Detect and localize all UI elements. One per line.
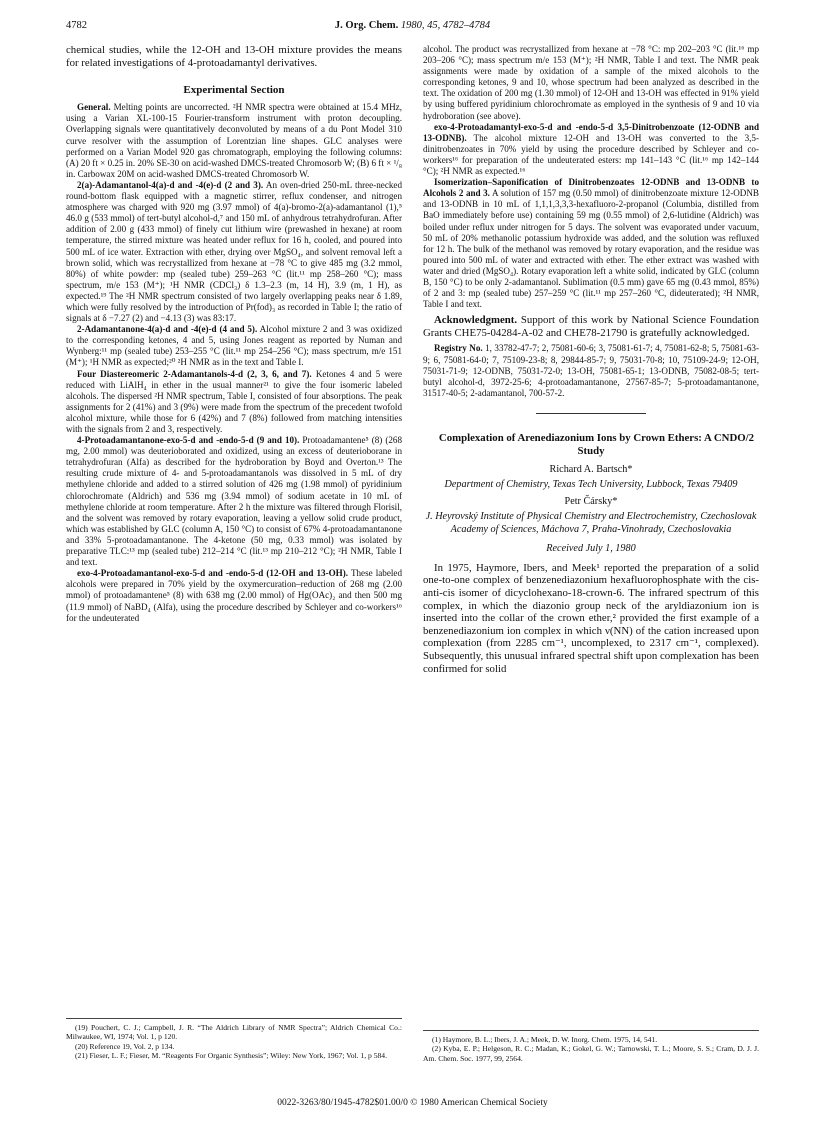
- author-affiliation: Department of Chemistry, Texas Tech University, Lubbock, Texas 79409: [444, 479, 738, 490]
- runin-heading: General.: [77, 102, 111, 113]
- running-header: [66, 20, 759, 34]
- paragraph-diastereomeric: [66, 369, 402, 436]
- runin-heading: 2(a)-Adamantanol-4(a)-d and -4(e)-d (2 and 3).: [77, 179, 264, 190]
- section-title: Experimental Section: [183, 84, 285, 97]
- runin-heading: 2-Adamantanone-4(a)-d and -4(e)-d (4 and 5).: [77, 324, 258, 335]
- paragraph-text: Melting points are uncorrected. ²H NMR spectra were obtained at 15.4 MHz, using a Varian XL-100-15 Fourier-transform instrument with proton decoupling. Overlapping signals were quantitatively deconvoluted by means of a du Pont Model 310 curve resolver with the assumption of Lorentzian line shapes. GLC analyses were performed on a Varian Model 920 gas chromatograph, employing the following columns: (A) 20 ft × 0.25 in. 20% SE-30 on acid-washed DMCS-treated Chromosorb W; (B) 6 ft × ¹/₈ in. Carbowax 20M on acid-washed DMCS-treated Chromosorb W.: [66, 102, 402, 179]
- runin-heading: 4-Protoadamantanone-exo-5-d and -endo-5-d (9 and 10).: [77, 435, 300, 446]
- paragraph-text: Alcohol mixture 2 and 3 was oxidized to the corresponding ketones, 4 and 5, using Jones reagent as reported by Numan and Wynberg:¹¹ mp (sealed tube) 253–255 °C (lit.¹¹ mp 254–256 °C); mass spectrum, m/e 151 (M⁺); ¹H NMR as expected;²⁰ ²H NMR as in the text and Table I.: [66, 324, 402, 368]
- journal-name: J. Org. Chem.: [334, 20, 399, 31]
- paragraph-adamantanone: [66, 324, 402, 368]
- right-column: [423, 44, 759, 675]
- paragraph-adamantanol: [66, 180, 402, 324]
- author-affiliation: J. Heyrovský Institute of Physical Chemistry and Electrochemistry, Czechoslovak Academy of Sciences, Máchova 7, Praha-Vinohrady, Czechoslovakia: [425, 511, 757, 535]
- author-name: Petr Čársky*: [564, 496, 618, 508]
- runin-heading: exo-4-Protoadamantanol-exo-5-d and -endo-5-d (12-OH and 13-OH).: [77, 568, 349, 579]
- paragraph-text: Protoadamantene⁵ (8) (268 mg, 2.00 mmol) was deuterioborated and oxidized, using an excess of deuterioborane in tetrahydrofuran (Alfa) as described for the hydroboration by Boyd and Overton.¹³ The resulting crude mixture of 4- and 5-protoadamantanols was dissolved in 5 mL of dry methylene chloride and added to a stirred solution of 426 mg (1.98 mmol) of pyridinium chlorochromate (Aldrich) and 536 mg (3.94 mmol) of sodium acetate in 10 mL of methylene chloride at room temperature. After 2 h the mixture was filtered through Florisil, and the solvent was removed by rotary evaporation, leaving a yellow solid crude product, which was established by GLC (column A, 150 °C) to consist of 67% 4-protoadamantanone and 33% 5-protoadamantanone. The 4-ketone (50 mg, 0.33 mmol) was isolated by preparative TLC:¹³ mp (sealed tube) 212–214 °C (lit.¹³ mp 210–212 °C); ²H NMR, Table I and text.: [66, 435, 402, 568]
- paragraph-protoadamantanol: [66, 568, 402, 623]
- runin-heading: Four Diastereomeric 2-Adamantanols-4-d (2, 3, 6, and 7).: [77, 368, 312, 379]
- footnotes-right: [423, 1030, 759, 1063]
- footnote: (21) Fieser, L. F.; Fieser, M. “Reagents For Organic Synthesis”; Wiley: New York, 1967; Vol. 1, p 584.: [75, 1051, 387, 1061]
- paragraph-text: A solution of 157 mg (0.50 mmol) of dinitrobenzoate mixture 12-ODNB and 13-ODNB in 10 mL of 1,1,1,3,3,3-hexafluoro-2-propanol (Columbia, distilled from BaO immediately before use) containing 59 mg (0.55 mmol) of 2,6-lutidine (Aldrich) was boiled under reflux under nitrogen for 5 days. The solvent was evaporated under vacuum, 50 mL of 20% methanolic potassium hydroxide was added, and the solution was refluxed for 12 h. The bulk of the methanol was removed by rotary evaporation, and the residue was poured into 500 mL of water and extracted with ether. The ether extract was washed with water and dried (MgSO₄). Rotary evaporation left a white solid, indicated by GLC (column B, 150 °C) to be only 2-adamantanol. Sublimation (0.5 mm) gave 65 mg (0.43 mmol, 85%) of 2 and 3: mp (sealed tube) 257–259 °C (lit.¹¹ mp 257–260 °C, dideuterated); ²H NMR, Table I and text.: [423, 188, 759, 310]
- received-date: Received July 1, 1980: [546, 542, 636, 554]
- footnote: (19) Pouchert, C. J.; Campbell, J. R. “The Aldrich Library of NMR Spectra”; Aldrich Chemical Co.: Milwaukee, WI, 1974; Vol. 1, p 120.: [66, 1023, 402, 1042]
- page-footer: 0022-3263/80/1945-4782$01.00/0 © 1980 American Chemical Society: [277, 1098, 548, 1108]
- paragraph-text: 1, 33782-47-7; 2, 75081-60-6; 3, 75081-61-7; 4, 75081-62-8; 5, 75081-63-9; 6, 75081-64-0; 7, 75109-23-8; 8, 29844-85-7; 9, 75031-70-8; 10, 75109-24-9; 12-OH, 75031-71-9; 12-ODNB, 75031-72-0; 13-OH, 75081-65-1; 13-ODNB, 75082-08-5; tert-butyl alcohol-d, 3972-25-6; 4-protoadamantanone, 27567-85-7; 5-protoadamantanone, 31517-40-5; 2-adamantanol, 700-57-2.: [423, 343, 759, 398]
- intro-paragraph: chemical studies, while the 12-OH and 13-OH mixture provides the means for related investigations of 4-protoadamantyl derivatives.: [66, 44, 402, 69]
- runin-heading: Isomerization–Saponification of Dinitrobenzoates 12-ODNB and 13-ODNB to Alcohols 2 and 3.: [423, 177, 759, 199]
- runin-heading: Acknowledgment.: [434, 314, 518, 327]
- author-name: Richard A. Bartsch*: [549, 463, 633, 475]
- runin-heading: Registry No.: [434, 343, 483, 354]
- footnotes-left: [66, 1018, 402, 1061]
- journal-year-volume: 1980, 45, 4782–4784: [400, 20, 491, 31]
- registry-numbers: [423, 343, 759, 398]
- paragraph-text: The alcohol mixture 12-OH and 13-OH was converted to the 3,5-dinitrobenzoates in 70% yield by using the procedure described by Schleyer and co-workers¹⁶ for preparation of the undeuterated esters: mp 141–143 °C (lit.¹⁶ mp 142–144 °C); ²H NMR as expected.¹⁶: [423, 132, 760, 177]
- paragraph-general: [66, 102, 402, 180]
- article-title: Complexation of Arenediazonium Ions by Crown Ethers: A CNDO/2 Study: [438, 431, 755, 458]
- paragraph-text: These labeled alcohols were prepared in 70% yield by the oxymercuration–reduction of 268 mg (2.00 mmol) of protoadamantene⁵ (8) with 638 mg (2.00 mmol) of Hg(OAc)₂ and then 500 mg (11.9 mmol) of NaBD₄ (Alfa), using the procedure described by Schleyer and co-workers¹⁶ for the undeuterated: [66, 568, 402, 623]
- paragraph-protoadamantanone: [66, 435, 402, 568]
- footnote: (1) Haymore, B. L.; Ibers, J. A.; Meek, D. W. Inorg. Chem. 1975, 14, 541.: [432, 1035, 658, 1044]
- footnote: (2) Kyba, E. P.; Helgeson, R. C.; Madan, K.; Gokel, G. W.; Tarnowski, T. L.; Moore, S. S.; Cram, D. J. J. Am. Chem. Soc. 1977, 99, 2564.: [423, 1044, 759, 1063]
- runin-heading: exo-4-Protoadamantyl-exo-5-d and -endo-5-d 3,5-Dinitrobenzoate (12-ODNB and 13-ODNB).: [423, 121, 759, 143]
- footnote: (20) Reference 19, Vol. 2, p 134.: [75, 1041, 175, 1051]
- article-separator: [536, 413, 646, 414]
- acknowledgment: [423, 314, 759, 339]
- paragraph-text: Support of this work by National Science Foundation Grants CHE75-04284-A-02 and CHE78-21790 is gratefully acknowledged.: [423, 314, 759, 339]
- journal-citation: [66, 20, 759, 31]
- page-number: 4782: [66, 20, 87, 31]
- article-body: In 1975, Haymore, Ibers, and Meek¹ reported the preparation of a solid one-to-one complex of benzenediazonium hexafluorophosphate with the cis-anti-cis isomer of dicyclohexano-18-crown-6. The infrared spectrum of this complex, in which the diazonio group neck of the aryldiazonium ion is inserted into the collar of the crown ether,² provided the first example of a benzenediazonium ion complex in which ν(NN) of the cation increased upon complexation (from 2285 cm⁻¹, uncomplexed, to 2317 cm⁻¹, complexed). Subsequently, this unusual infrared spectral shift upon complexation has been confirmed for solid: [423, 561, 759, 675]
- paragraph-text: An oven-dried 250-mL three-necked round-bottom flask equipped with a magnetic stirrer, reflux condenser, and nitrogen atmosphere was charged with 920 mg (3.97 mmol) of 4(a)-bromo-2(a)-adamantanol (1),⁵ 46.0 g (533 mmol) of tert-butyl alcohol-d,⁷ and 150 mL of anhydrous tetrahydrofuran. After addition of 2.00 g (433 mmol) of finely cut lithium wire (prewashed in hexane) at room temperature, the stirred mixture was heated under reflux for 16 h, cooled, and poured into 500 mL of ice water. Extraction with ether, drying over MgSO₄, and solvent removal left a brown solid, which was recrystallized from hexane at −78 °C to give 485 mg (3.2 mmol, 80%) of white powder: mp (sealed tube) 259–263 °C (lit.¹¹ mp 258–260 °C); mass spectrum, m/e 153 (M⁺); ¹H NMR (CDCl₃) δ 1.3–2.3 (m, 14 H), 3.9 (m, 1 H), as expected.¹⁹ The ²H NMR spectrum consisted of two largely overlapping peaks near δ 1.89, which were fully resolved by the introduction of Pr(fod)₃ as recorded in Table I; the ratio of signals at δ −7.27 (2) and −4.13 (3) was 83:17.: [66, 179, 402, 324]
- paragraph-continued: alcohol. The product was recrystallized from hexane at −78 °C: mp 202–203 °C (lit.¹⁶ mp 203–206 °C); mass spectrum m/e 153 (M⁺); ²H NMR, Table I and text. The NMR peak assignments were made by oxidation of a sample of the mixed alcohols to the corresponding ketones, 9 and 10, whose spectrum had been analyzed as described in the text. The oxidation of 200 mg (1.30 mmol) of 12-OH and 13-OH was effected in 91% yield by using buffered pyridinium chlorochromate as employed in the synthesis of 9 and 10 via hydroboration (see above).: [423, 44, 759, 121]
- paragraph-isomerization: [423, 177, 759, 310]
- left-column: [66, 44, 402, 624]
- paragraph-text: Ketones 4 and 5 were reduced with LiAlH₄ in ether in the usual manner²¹ to give the four isomeric labeled alcohols. The dispersed ²H NMR spectrum, Table I, consisted of four absorptions. The peak assignments for 2 (41%) and 3 (9%) were made from the spectrum of the precedent twofold alcohol mixture, while those for 6 (42%) and 7 (8%) followed from matching intensities with the signals from 2 and 3, respectively.: [66, 368, 403, 434]
- paragraph-dinitrobenzoate: [423, 122, 759, 177]
